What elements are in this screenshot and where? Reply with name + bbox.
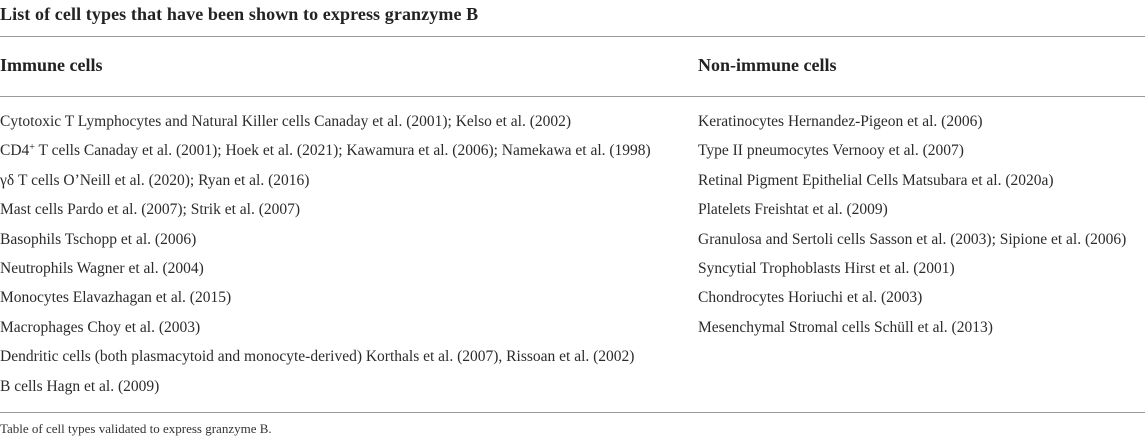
header-rule bbox=[0, 96, 1145, 97]
immune-cells-list bbox=[0, 112, 651, 406]
bottom-rule bbox=[0, 412, 1145, 413]
superscript-plus: + bbox=[29, 142, 35, 154]
immune-cell-row: Basophils Tschopp et al. (2006) bbox=[0, 230, 197, 248]
immune-cell-row: Monocytes Elavazhagan et al. (2015) bbox=[0, 289, 232, 307]
cell-references: T cells Canaday et al. (2001); Hoek et al. (2021); Kawamura et al. (2006); Namekawa et al. (1998) bbox=[34, 142, 651, 160]
immune-cell-row: B cells Hagn et al. (2009) bbox=[0, 377, 160, 395]
cell-name: CD4 bbox=[0, 142, 30, 160]
table-title: List of cell types that have been shown to express granzyme B bbox=[0, 4, 479, 24]
non-immune-cell-row: Keratinocytes Hernandez-Pigeon et al. (2006) bbox=[698, 113, 983, 130]
table-footnote: Table of cell types validated to express granzyme B. bbox=[0, 421, 272, 436]
immune-cell-row: Macrophages Choy et al. (2003) bbox=[0, 318, 201, 336]
immune-cell-row: Cytotoxic T Lymphocytes and Natural Killer cells Canaday et al. (2001); Kelso et al. (2002) bbox=[0, 113, 572, 130]
immune-cell-row: γδ T cells O’Neill et al. (2020); Ryan et al. (2016) bbox=[0, 171, 310, 189]
immune-cell-row bbox=[0, 141, 651, 170]
non-immune-cells-list bbox=[698, 112, 1126, 347]
non-immune-cell-row: Type II pneumocytes Vernooy et al. (2007) bbox=[698, 142, 964, 160]
non-immune-cell-row: Retinal Pigment Epithelial Cells Matsubara et al. (2020a) bbox=[698, 171, 1054, 189]
non-immune-cell-row: Mesenchymal Stromal cells Schüll et al. (2013) bbox=[698, 318, 993, 336]
column-header-immune-cells: Immune cells bbox=[0, 55, 103, 75]
non-immune-cell-row: Syncytial Trophoblasts Hirst et al. (2001) bbox=[698, 259, 955, 277]
non-immune-cell-row: Chondrocytes Horiuchi et al. (2003) bbox=[698, 289, 923, 307]
immune-cell-row: Mast cells Pardo et al. (2007); Strik et al. (2007) bbox=[0, 201, 301, 219]
top-rule bbox=[0, 36, 1145, 37]
column-header-non-immune-cells: Non-immune cells bbox=[698, 55, 837, 75]
non-immune-cell-row: Granulosa and Sertoli cells Sasson et al. (2003); Sipione et al. (2006) bbox=[698, 230, 1127, 248]
immune-cell-row: Neutrophils Wagner et al. (2004) bbox=[0, 259, 204, 277]
immune-cell-row: Dendritic cells (both plasmacytoid and monocyte-derived) Korthals et al. (2007), Rissoan et al. (2002) bbox=[0, 348, 635, 366]
non-immune-cell-row: Platelets Freishtat et al. (2009) bbox=[698, 201, 888, 219]
